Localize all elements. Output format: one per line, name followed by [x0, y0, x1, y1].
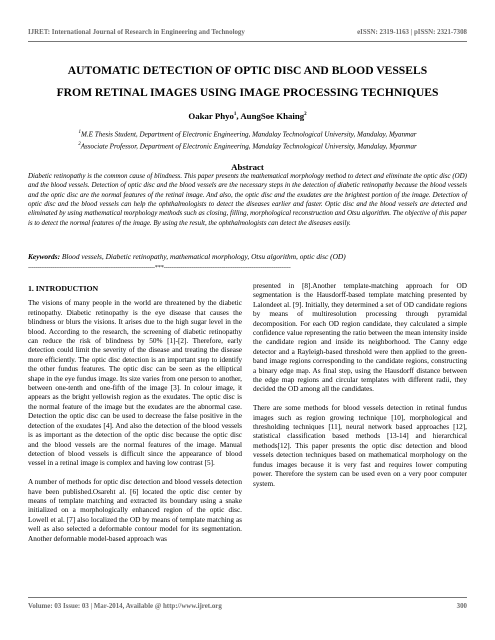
paragraph: A number of methods for optic disc detection and blood vessels detection have been published.Osareht al. [6] located the optic disc center by means of template matching and extracted its boundary using a snake initialized on a morphologically enhanced region of the optic disc. Lowell et al. [7] also localized the OD by means of template matching as well as also selected a deformable contour model for its segmentation. Another deformable model-based approach was	[28, 478, 242, 543]
author-2: AungSoe Khaing	[240, 111, 305, 121]
keywords	[28, 252, 467, 261]
affiliation-1: $^1$M.E Thesis Student, Department of Electronic Engineering, Mandalay Technological University, Mandalay, Myanmar	[78, 130, 417, 139]
abstract-text: Diabetic retinopathy is the common cause of blindness. This paper presents the mathematical morphology method to detect and eliminate the optic disc (OD) and the blood vessels. Detection of optic disc and the blood vessels are the necessary steps in the detection of diabetic retinopathy because the blood vessels and the optic disc are the normal features of the retinal image. And also, the optic disc and the exudates are the brightest portion of the image. Detection of optic disc and the blood vessels can help the ophthalmologists to detect the diseases earlier and faster. Optic disc and the blood vessels are detected and eliminated by using mathematical morphology methods such as closing, filling, morphological reconstruction and Otsu algorithm. The objective of this paper is to detect the normal features of the image. By using the result, the ophthalmologists can detect the diseases easily.	[28, 172, 467, 227]
title-line-1: AUTOMATIC DETECTION OF OPTIC DISC AND BLOOD VESSELS	[67, 64, 428, 77]
abstract-heading: Abstract	[231, 162, 264, 172]
paragraph: presented in [8].Another template-matching approach for OD segmentation is the Hausdorff-based template matching presented by Lalondeet al. [9]. Initially, they determined a set of OD candidate regions by means of multiresolution processing through pyramidal decomposition. For each OD region candidate, they calculated a simple confidence value representing the ratio between the mean intensity inside the candidate region and inside its neighborhood. The Canny edge detector and a Rayleigh-based threshold were then applied to the green-band image regions corresponding to the candidate regions, constructing a binary edge map. As final step, using the Hausdorff distance between the edge map regions and circular templates with different radii, they decided the OD among all the candidates.	[253, 282, 467, 394]
keywords-label: Keywords:	[28, 252, 61, 261]
author-list	[28, 111, 467, 121]
affiliation-2: $^2$Associate Professor, Department of Electronic Engineering, Mandalay Technological University, Mandalay, Myanmar	[78, 141, 417, 151]
running-footer	[28, 603, 467, 610]
right-column	[253, 282, 467, 498]
running-header	[28, 29, 467, 36]
issn-info: eISSN: 2319-1163 | pISSN: 2321-7308	[357, 29, 467, 36]
section-heading: 1. INTRODUCTION	[28, 284, 99, 293]
author-2-sup: 2	[304, 112, 307, 118]
keywords-text: Blood vessels, Diabetic retinopathy, mathematical morphology, Otsu algorithm, optic disc (OD)	[60, 252, 346, 261]
author-separator: ,	[236, 111, 241, 121]
section-separator: --------------------------------------------------------------------***--------------------------------------------------------------------	[28, 264, 291, 271]
footer-rule	[28, 597, 467, 598]
paragraph: The visions of many people in the world are threatened by the diabetic retinopathy. Diabetic retinopathy is the eye disease that causes the blindness or blurs the visions. It arises due to the high sugar level in the blood. According to the research, the screening of diabetic retinopathy can reduce the risk of blindness by 50% [1]-[2]. Therefore, early detection could limit the severity of the disease and treating the disease more efficiently. The optic disc detection is an important step to identify the other fundus features. The optic disc can be seen as the elliptical shape in the eye fundus image. Its size varies from one person to another, between one-tenth and one-fifth of the image [3]. In colour image, it appears as the bright yellowish region as the exudates. The optic disc is the normal feature of the image but the exudates are the abnormal case. Detection the optic disc can be used to decrease the false positive in the detection of the exudates [4]. And also the detection of the blood vessels is as important as the detection of the optic disc because the optic disc and the blood vessels are the normal features of the image. Manual detection of blood vessels is difficult since the appearance of blood vessel in a retinal image is complex and having low contrast [5].	[28, 299, 242, 468]
left-column	[28, 284, 242, 553]
journal-name: IJRET: International Journal of Research in Engineering and Technology	[28, 29, 245, 36]
author-1-sup: 1	[233, 112, 237, 118]
affiliations	[28, 128, 467, 152]
paper-title	[28, 60, 467, 104]
paragraph: There are some methods for blood vessels detection in retinal fundus images such as region growing technique [10], morphological and thresholding techniques [11], neural network based approaches [12], statistical classification based methods [13-14] and hierarchical methods[12]. This paper presents the optic disc detection and blood vessels detection techniques based on mathematical morphology on the fundus images because it is very fast and requires lower computing power. Therefore the system can be used even on a very poor computer system.	[253, 404, 467, 488]
title-line-2: FROM RETINAL IMAGES USING IMAGE PROCESSING TECHNIQUES	[56, 86, 439, 99]
header-rule	[28, 41, 467, 42]
author-1: Oakar Phyo	[188, 111, 234, 121]
volume-info: Volume: 03 Issue: 03 | Mar-2014, Available @ http://www.ijret.org	[28, 603, 222, 610]
page-number: 300	[456, 603, 467, 610]
